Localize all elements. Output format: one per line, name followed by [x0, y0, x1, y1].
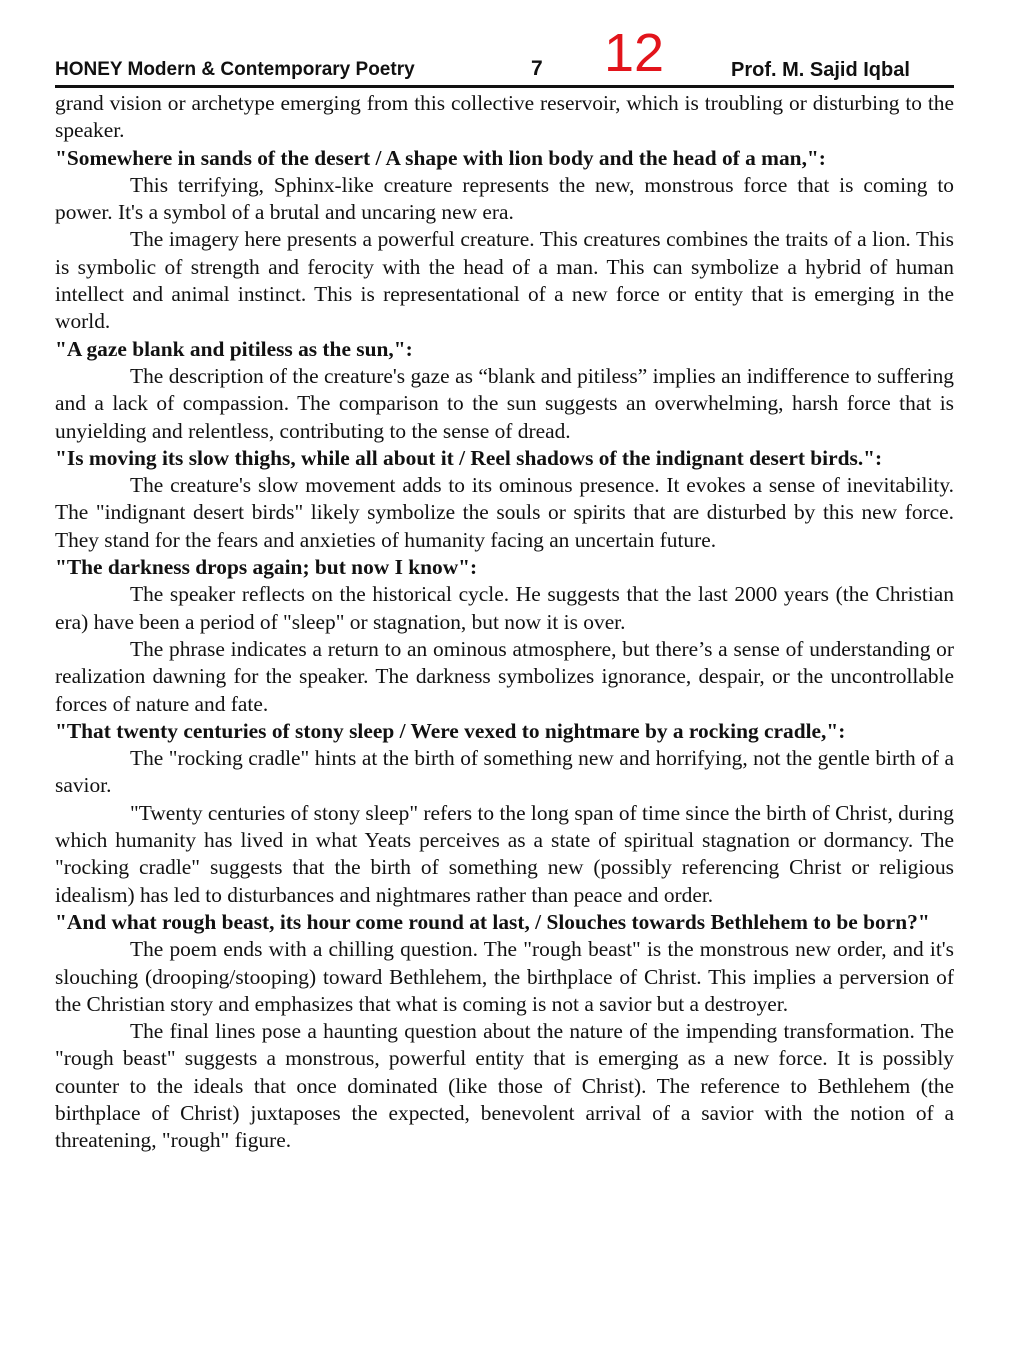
paragraph: grand vision or archetype emerging from this collective reservoir, which is troubling or disturbing to the speaker. [55, 91, 954, 143]
paragraph: The poem ends with a chilling question. The "rough beast" is the monstrous new order, and it's slouching (drooping/stooping) toward Bethlehem, the birthplace of Christ. This implies a perversion of the Christian story and emphasizes that what is coming is not a savior but a destroyer. [55, 937, 954, 1016]
quote-heading: "A gaze blank and pitiless as the sun,": [55, 336, 413, 361]
paragraph: The description of the creature's gaze as “blank and pitiless” implies an indifference to suffering and a lack of compassion. The comparison to the sun suggests an overwhelming, harsh force that is unyielding and relentless, contributing to the sense of dread. [55, 363, 954, 443]
paragraph: The creature's slow movement adds to its ominous presence. It evokes a sense of inevitability. The "indignant desert birds" likely symbolize the souls or spirits that are disturbed by this new force. They stand for the fears and anxieties of humanity facing an uncertain future. [55, 473, 954, 552]
document-page [55, 0, 954, 1155]
paragraph: The "rocking cradle" hints at the birth of something new and horrifying, not the gentle birth of a savior. [55, 746, 954, 798]
header-page-number: 7 [531, 57, 543, 80]
paragraph: The speaker reflects on the historical cycle. He suggests that the last 2000 years (the Christian era) have been a period of "sleep" or stagnation, but now it is over. [55, 582, 954, 634]
paragraph: The phrase indicates a return to an ominous atmosphere, but there’s a sense of understanding or realization dawning for the speaker. The darkness symbolizes ignorance, despair, or the uncontrollable forces of nature and fate. [55, 636, 954, 716]
quote-heading: "Somewhere in sands of the desert / A shape with lion body and the head of a man,": [55, 145, 826, 170]
page-header [55, 0, 954, 88]
quote-heading: "The darkness drops again; but now I know": [55, 555, 478, 580]
paragraph: "Twenty centuries of stony sleep" refers to the long span of time since the birth of Christ, during which humanity has lived in what Yeats perceives as a state of spiritual stagnation or dormancy. The "rocking cradle" suggests that the birth of something new (possibly referencing Christ or religious idealism) has led to disturbances and nightmares rather than peace and order. [55, 800, 954, 907]
paragraph: This terrifying, Sphinx-like creature represents the new, monstrous force that is coming to power. It's a symbol of a brutal and uncaring new era. [55, 172, 954, 225]
quote-heading: "Is moving its slow thighs, while all about it / Reel shadows of the indignant desert birds.": [55, 445, 883, 470]
quote-heading: "And what rough beast, its hour come round at last, / Slouches towards Bethlehem to be born?" [55, 909, 930, 934]
paragraph: The imagery here presents a powerful creature. This creatures combines the traits of a lion. This is symbolic of strength and ferocity with the head of a man. This can symbolize a hybrid of human intellect and animal instinct. This is representational of a new force or entity that is emerging in the world. [55, 227, 954, 334]
quote-heading: "That twenty centuries of stony sleep / Were vexed to nightmare by a rocking cradle,": [55, 718, 846, 743]
page-body [55, 90, 954, 1155]
header-divider [55, 85, 954, 88]
paragraph: The final lines pose a haunting question about the nature of the impending transformation. The "rough beast" suggests a monstrous, powerful entity that is emerging as a new force. It is possibly counter to the ideals that once dominated (like those of Christ). The reference to Bethlehem (the birthplace of Christ) juxtaposes the expected, benevolent arrival of a savior with the notion of a threatening, "rough" figure. [55, 1019, 954, 1153]
header-author: Prof. M. Sajid Iqbal [731, 59, 910, 81]
header-title: HONEY Modern & Contemporary Poetry [55, 59, 415, 80]
header-big-number: 12 [604, 23, 665, 83]
